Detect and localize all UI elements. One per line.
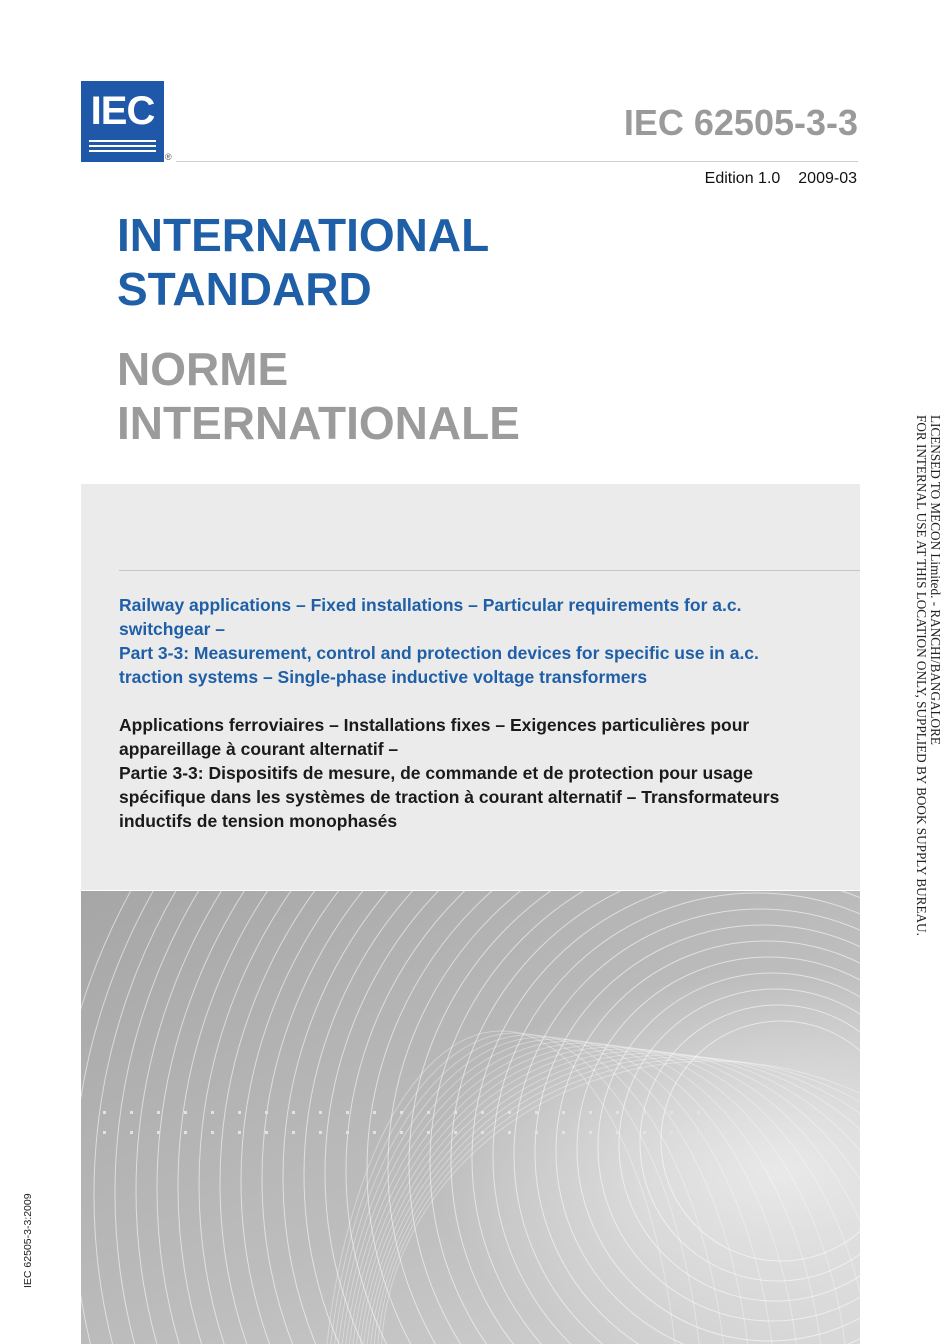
artwork-dot (535, 1111, 538, 1114)
artwork-dot (292, 1131, 295, 1134)
artwork-dot (238, 1111, 241, 1114)
artwork-dot (157, 1131, 160, 1134)
edition-line (705, 170, 857, 188)
artwork-dot (130, 1131, 133, 1134)
artwork-dot (211, 1111, 214, 1114)
artwork-dot (184, 1111, 187, 1114)
subtitle-english-line: Part 3-3: Measurement, control and protection devices for specific use in a.c. (119, 643, 759, 663)
artwork-dot (616, 1131, 619, 1134)
artwork-dot (562, 1111, 565, 1114)
artwork-dot (589, 1111, 592, 1114)
artwork-dot (373, 1111, 376, 1114)
license-notice-line: FOR INTERNAL USE AT THIS LOCATION ONLY, SUPPLIED BY BOOK SUPPLY BUREAU. (914, 415, 929, 936)
artwork-dot (454, 1111, 457, 1114)
artwork-dot (481, 1131, 484, 1134)
artwork-dot (670, 1111, 673, 1114)
artwork-dot (211, 1131, 214, 1134)
artwork-dot (562, 1131, 565, 1134)
artwork-dot (400, 1111, 403, 1114)
subtitle-english (119, 593, 849, 689)
artwork-dot (184, 1131, 187, 1134)
document-number: IEC 62505-3-3 (623, 102, 858, 143)
license-notice (914, 415, 942, 936)
artwork-dot (319, 1131, 322, 1134)
artwork-dot (292, 1111, 295, 1114)
artwork-dot (265, 1131, 268, 1134)
artwork-dot (481, 1111, 484, 1114)
panel-divider (119, 570, 860, 571)
title-french (117, 342, 520, 450)
artwork-dot (454, 1131, 457, 1134)
artwork-dot (616, 1111, 619, 1114)
artwork-dot (697, 1111, 700, 1114)
spine-label (22, 1184, 36, 1288)
artwork-dot (103, 1131, 106, 1134)
registered-mark: ® (165, 152, 172, 162)
subtitle-english-line: switchgear – (119, 619, 226, 639)
subtitle-french-line: appareillage à courant alternatif – (119, 739, 399, 759)
artwork-dot (427, 1111, 430, 1114)
edition-date: 2009-03 (798, 170, 857, 187)
subtitle-english-line: Railway applications – Fixed installations – Particular requirements for a.c. (119, 595, 742, 615)
title-english-line: INTERNATIONAL (117, 209, 490, 261)
artwork-dot (535, 1131, 538, 1134)
subtitle-french-line: spécifique dans les systèmes de traction à courant alternatif – Transformateurs (119, 787, 780, 807)
license-notice-line: LICENSED TO MECON Limited. - RANCHI/BANGALORE (928, 415, 943, 745)
subtitle-french-line: inductifs de tension monophasés (119, 811, 398, 831)
artwork-dot (265, 1111, 268, 1114)
subtitle-english-line: traction systems – Single-phase inductive voltage transformers (119, 667, 648, 687)
cover-artwork (81, 891, 860, 1344)
artwork-dot (373, 1131, 376, 1134)
title-english-line: STANDARD (117, 263, 372, 315)
artwork-dot (724, 1131, 727, 1134)
artwork-dot (130, 1111, 133, 1114)
title-french-line: NORME (117, 343, 289, 395)
artwork-dot (427, 1131, 430, 1134)
artwork-dot (103, 1111, 106, 1114)
artwork-dot (319, 1111, 322, 1114)
artwork-dot (508, 1131, 511, 1134)
iec-logo-text: IEC (90, 89, 155, 133)
header-divider (176, 161, 858, 162)
iec-logo (81, 81, 164, 162)
title-english (117, 208, 489, 316)
artwork-dot (157, 1111, 160, 1114)
artwork-dot (697, 1131, 700, 1134)
edition-label: Edition 1.0 (704, 170, 781, 187)
artwork-dot (670, 1131, 673, 1134)
artwork-dot (643, 1111, 646, 1114)
artwork-dot (346, 1111, 349, 1114)
cover-artwork-graphic (81, 891, 860, 1344)
subtitle-french-line: Partie 3-3: Dispositifs de mesure, de commande et de protection pour usage (119, 763, 754, 783)
iec-logo-stripes (89, 137, 156, 152)
spine-text: IEC 62505-3-3:2009 (22, 1193, 34, 1288)
artwork-dot (400, 1131, 403, 1134)
artwork-dot (724, 1111, 727, 1114)
artwork-dot (508, 1111, 511, 1114)
title-french-line: INTERNATIONALE (117, 397, 520, 449)
artwork-dot (589, 1131, 592, 1134)
artwork-dot (643, 1131, 646, 1134)
subtitle-french-line: Applications ferroviaires – Installations fixes – Exigences particulières pour (119, 715, 750, 735)
artwork-dot (238, 1131, 241, 1134)
artwork-dot (346, 1131, 349, 1134)
subtitle-french (119, 713, 849, 833)
